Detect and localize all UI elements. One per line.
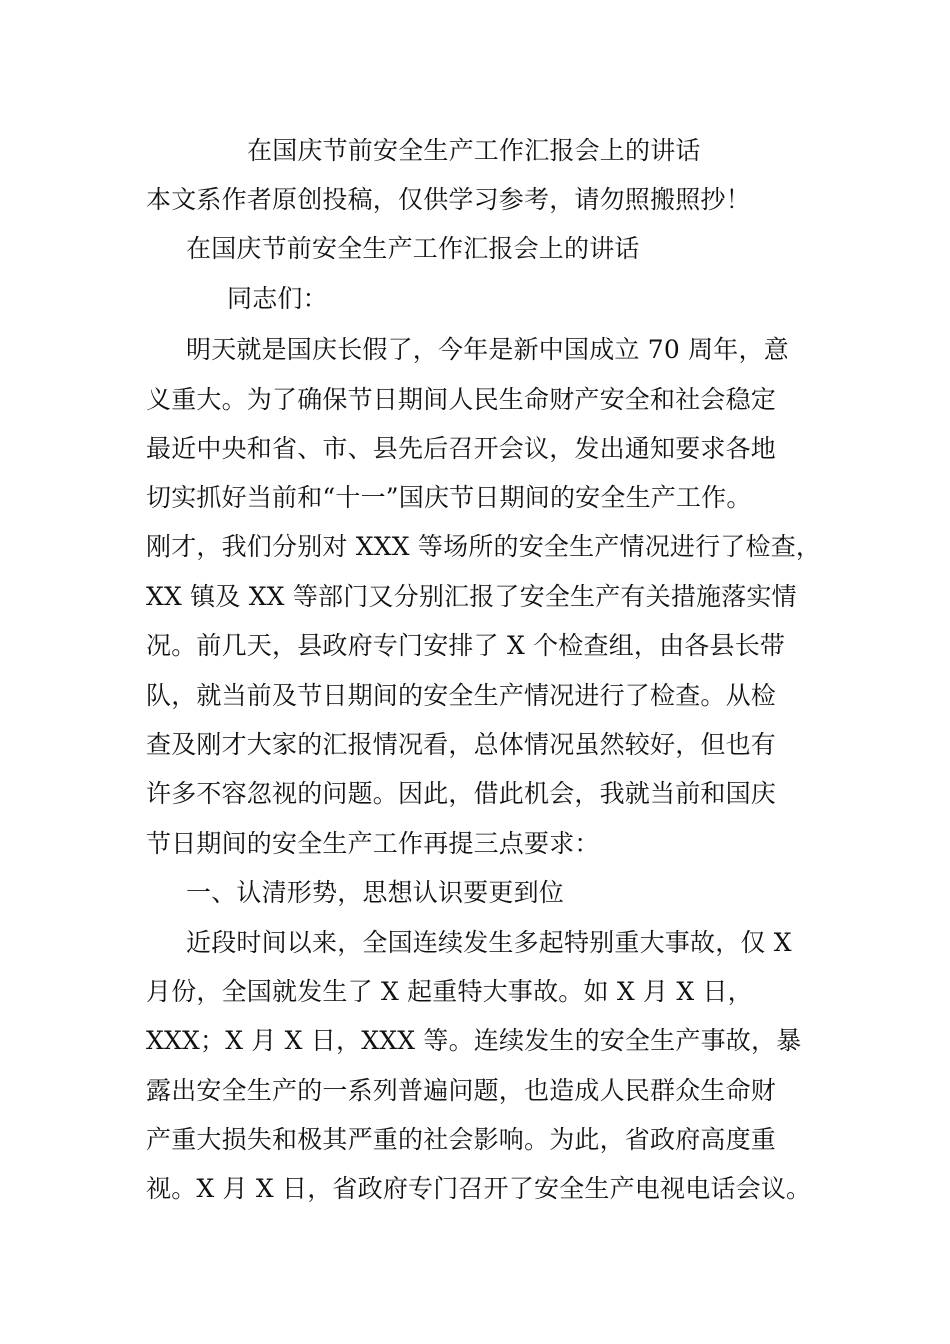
paragraph-line: 切实抓好当前和“十一”国庆节日期间的安全生产工作。 <box>146 483 752 512</box>
paragraph-line: 视。X 月 X 日，省政府专门召开了安全生产电视电话会议。 <box>146 1174 812 1203</box>
paragraph-line: 最近中央和省、市、县先后召开会议，发出通知要求各地 <box>146 434 777 463</box>
paragraph-line: 露出安全生产的一系列普遍问题，也造成人民群众生命财 <box>146 1076 777 1105</box>
paragraph-line: 许多不容忽视的问题。因此，借此机会，我就当前和国庆 <box>146 779 777 808</box>
paragraph-line: 队，就当前及节日期间的安全生产情况进行了检查。从检 <box>146 681 777 710</box>
paragraph-line: 义重大。为了确保节日期间人民生命财产安全和社会稳定 <box>146 385 777 414</box>
paragraph-line: 刚才，我们分别对 XXX 等场所的安全生产情况进行了检查， <box>146 532 822 561</box>
paragraph-line: 查及刚才大家的汇报情况看，总体情况虽然较好，但也有 <box>146 730 777 759</box>
paragraph-line: XXX；X 月 X 日，XXX 等。连续发生的安全生产事故，暴 <box>146 1026 802 1055</box>
paragraph-line: 节日期间的安全生产工作再提三点要求： <box>146 829 600 858</box>
greeting-text: 同志们： <box>227 284 328 313</box>
paragraph-line: XX 镇及 XX 等部门又分别汇报了安全生产有关措施落实情 <box>146 582 797 611</box>
section-heading: 一、认清形势，思想认识要更到位 <box>186 878 565 907</box>
paragraph-line: 产重大损失和极其严重的社会影响。为此，省政府高度重 <box>146 1125 777 1154</box>
document-title: 在国庆节前安全生产工作汇报会上的讲话 <box>247 136 701 165</box>
paragraph-line: 月份，全国就发生了 X 起重特大事故。如 X 月 X 日， <box>146 977 753 1006</box>
author-notice: 本文系作者原创投稿，仅供学习参考，请勿照搬照抄！ <box>146 185 751 214</box>
paragraph-line: 况。前几天，县政府专门安排了 X 个检查组，由各县长带 <box>146 631 786 660</box>
paragraph-line: 明天就是国庆长假了，今年是新中国成立 70 周年，意 <box>186 335 789 364</box>
speech-subtitle: 在国庆节前安全生产工作汇报会上的讲话 <box>186 234 640 263</box>
paragraph-line: 近段时间以来，全国连续发生多起特别重大事故，仅 X <box>186 928 792 957</box>
